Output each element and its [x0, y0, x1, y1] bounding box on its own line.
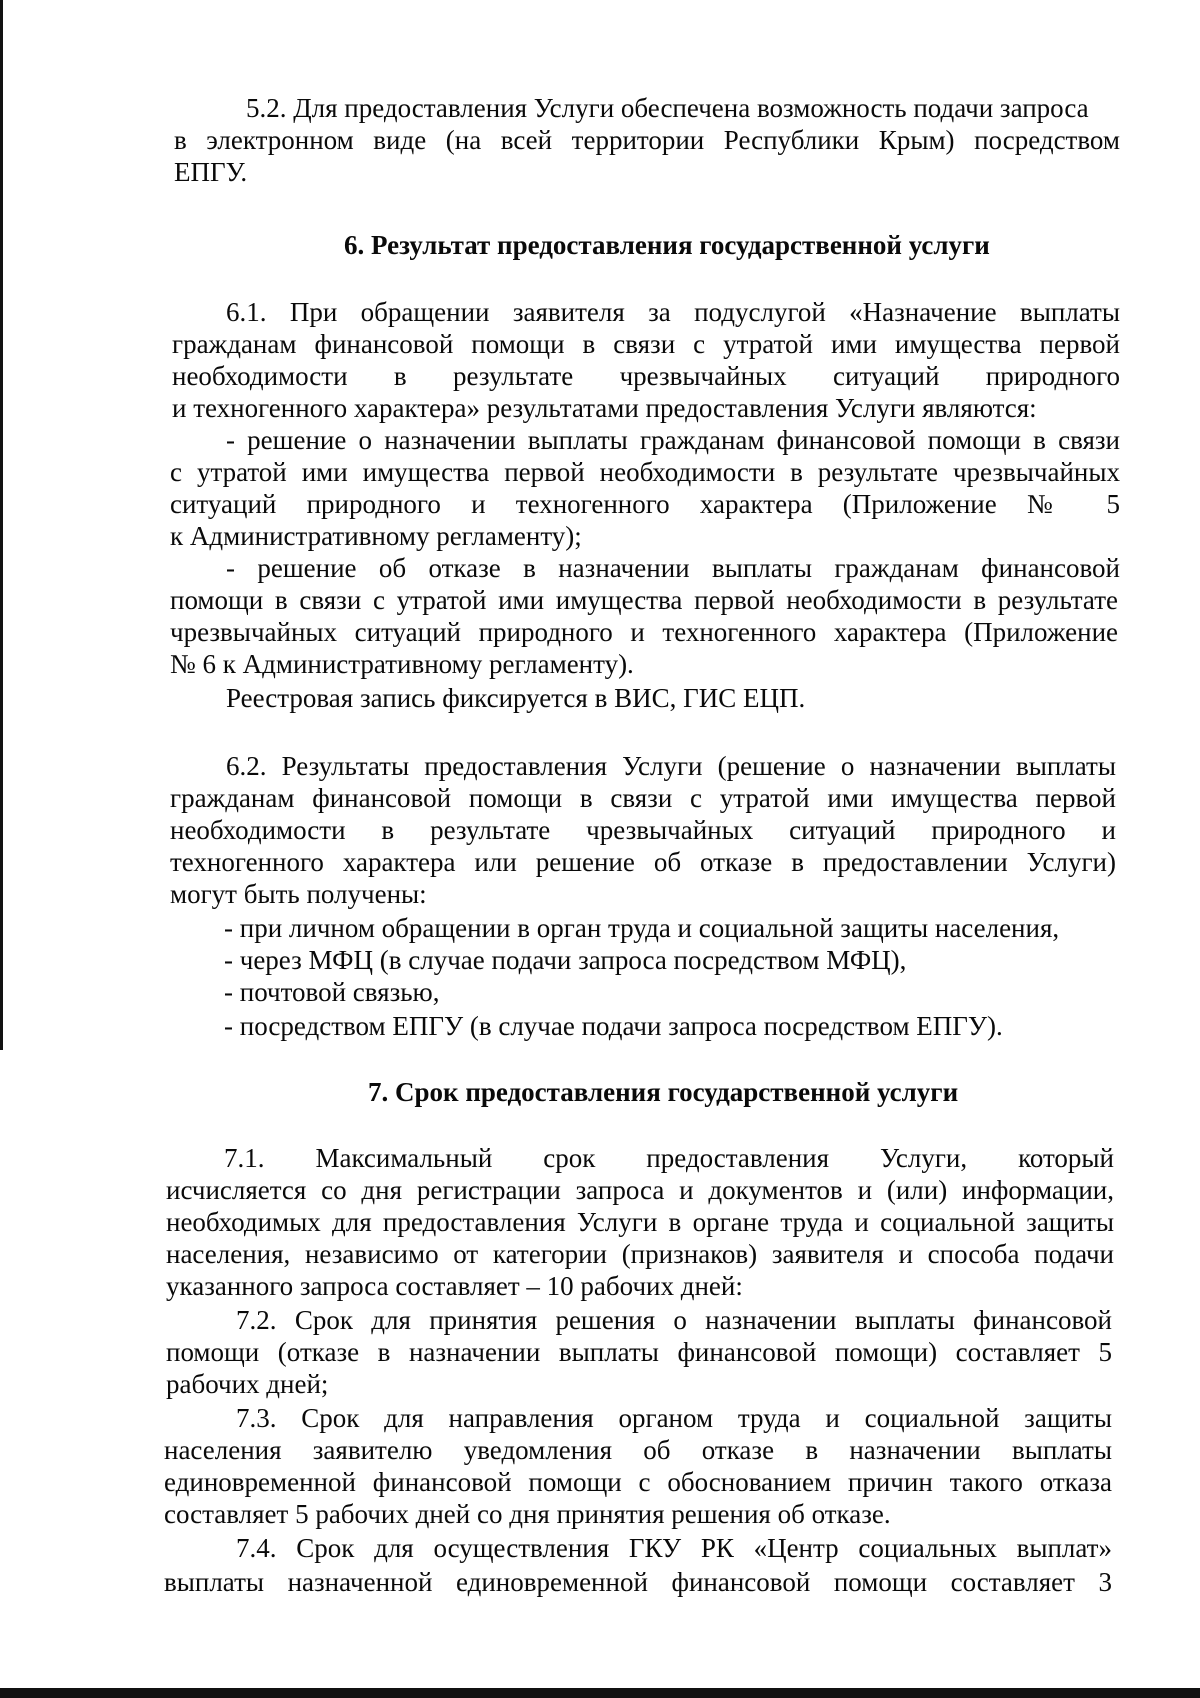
paragraph-6-2-line-4: техногенного характера или решение об отказе в предоставлении Услуги)	[170, 847, 1116, 877]
scan-left-edge	[0, 0, 3, 1050]
section-7-heading: 7. Срок предоставления государственной услуги	[368, 1077, 959, 1107]
paragraph-6-1-line-4: и техногенного характера» результатами предоставления Услуги являются:	[172, 393, 1037, 423]
paragraph-7-2-line-1: 7.2. Срок для принятия решения о назначении выплаты финансовой	[236, 1305, 1112, 1335]
paragraph-6-2-line-2: гражданам финансовой помощи в связи с утратой ими имущества первой	[170, 783, 1116, 813]
registry-note: Реестровая запись фиксируется в ВИС, ГИС ЕЦП.	[226, 683, 806, 713]
paragraph-7-3-line-3: единовременной финансовой помощи с обоснованием причин такого отказа	[164, 1467, 1112, 1497]
paragraph-7-2-line-2: помощи (отказе в назначении выплаты финансовой помощи) составляет 5	[166, 1337, 1112, 1367]
paragraph-6-2-line-3: необходимости в результате чрезвычайных ситуаций природного и	[170, 815, 1116, 845]
way-in-person: - при личном обращении в орган труда и социальной защиты населения,	[224, 913, 1060, 943]
paragraph-6-1-line-2: гражданам финансовой помощи в связи с утратой ими имущества первой	[172, 329, 1120, 359]
bullet-1-line-4: к Административному регламенту);	[170, 521, 582, 551]
paragraph-7-1-line-4: населения, независимо от категории (признаков) заявителя и способа подачи	[166, 1239, 1114, 1269]
paragraph-5-2-line-3: ЕПГУ.	[174, 157, 248, 187]
way-epgu: - посредством ЕПГУ (в случае подачи запроса посредством ЕПГУ).	[224, 1011, 1003, 1041]
paragraph-7-3-line-1: 7.3. Срок для направления органом труда и социальной защиты	[236, 1403, 1112, 1433]
paragraph-5-2-line-1: 5.2. Для предоставления Услуги обеспечена возможность подачи запроса	[246, 93, 1089, 123]
paragraph-7-3-line-2: населения заявителю уведомления об отказе в назначении выплаты	[164, 1435, 1112, 1465]
paragraph-6-1-line-3: необходимости в результате чрезвычайных ситуаций природного	[172, 361, 1120, 391]
paragraph-6-2-line-5: могут быть получены:	[170, 879, 427, 909]
way-mfc: - через МФЦ (в случае подачи запроса посредством МФЦ),	[224, 945, 907, 975]
bullet-1-line-3: ситуаций природного и техногенного характера (Приложение № 5	[170, 489, 1120, 519]
paragraph-5-2-line-2: в электронном виде (на всей территории Республики Крым) посредством	[174, 125, 1120, 155]
bullet-1-line-1: - решение о назначении выплаты гражданам финансовой помощи в связи	[226, 425, 1120, 455]
paragraph-7-1-line-2: исчисляется со дня регистрации запроса и документов и (или) информации,	[166, 1175, 1114, 1205]
paragraph-7-1-line-3: необходимых для предоставления Услуги в органе труда и социальной защиты	[166, 1207, 1114, 1237]
paragraph-7-3-line-4: составляет 5 рабочих дней со дня принятия решения об отказе.	[164, 1499, 891, 1529]
scan-bottom-edge	[0, 1688, 1200, 1698]
bullet-1-line-2: с утратой ими имущества первой необходимости в результате чрезвычайных	[170, 457, 1120, 487]
paragraph-7-4-line-2: выплаты назначенной единовременной финансовой помощи составляет 3	[164, 1567, 1112, 1597]
way-post: - почтовой связью,	[224, 977, 440, 1007]
paragraph-7-4-line-1: 7.4. Срок для осуществления ГКУ РК «Центр социальных выплат»	[236, 1533, 1112, 1563]
bullet-2-line-1: - решение об отказе в назначении выплаты гражданам финансовой	[226, 553, 1120, 583]
paragraph-6-1-line-1: 6.1. При обращении заявителя за подуслугой «Назначение выплаты	[226, 297, 1120, 327]
paragraph-7-2-line-3: рабочих дней;	[166, 1369, 329, 1399]
bullet-2-line-3: чрезвычайных ситуаций природного и техногенного характера (Приложение	[170, 617, 1118, 647]
bullet-2-line-4: № 6 к Административному регламенту).	[170, 649, 634, 679]
section-6-heading: 6. Результат предоставления государственной услуги	[344, 230, 990, 260]
paragraph-6-2-line-1: 6.2. Результаты предоставления Услуги (решение о назначении выплаты	[226, 751, 1116, 781]
paragraph-7-1-line-1: 7.1. Максимальный срок предоставления Услуги, который	[224, 1143, 1114, 1173]
paragraph-7-1-line-5: указанного запроса составляет – 10 рабочих дней:	[166, 1271, 743, 1301]
bullet-2-line-2: помощи в связи с утратой ими имущества первой необходимости в результате	[170, 585, 1118, 615]
